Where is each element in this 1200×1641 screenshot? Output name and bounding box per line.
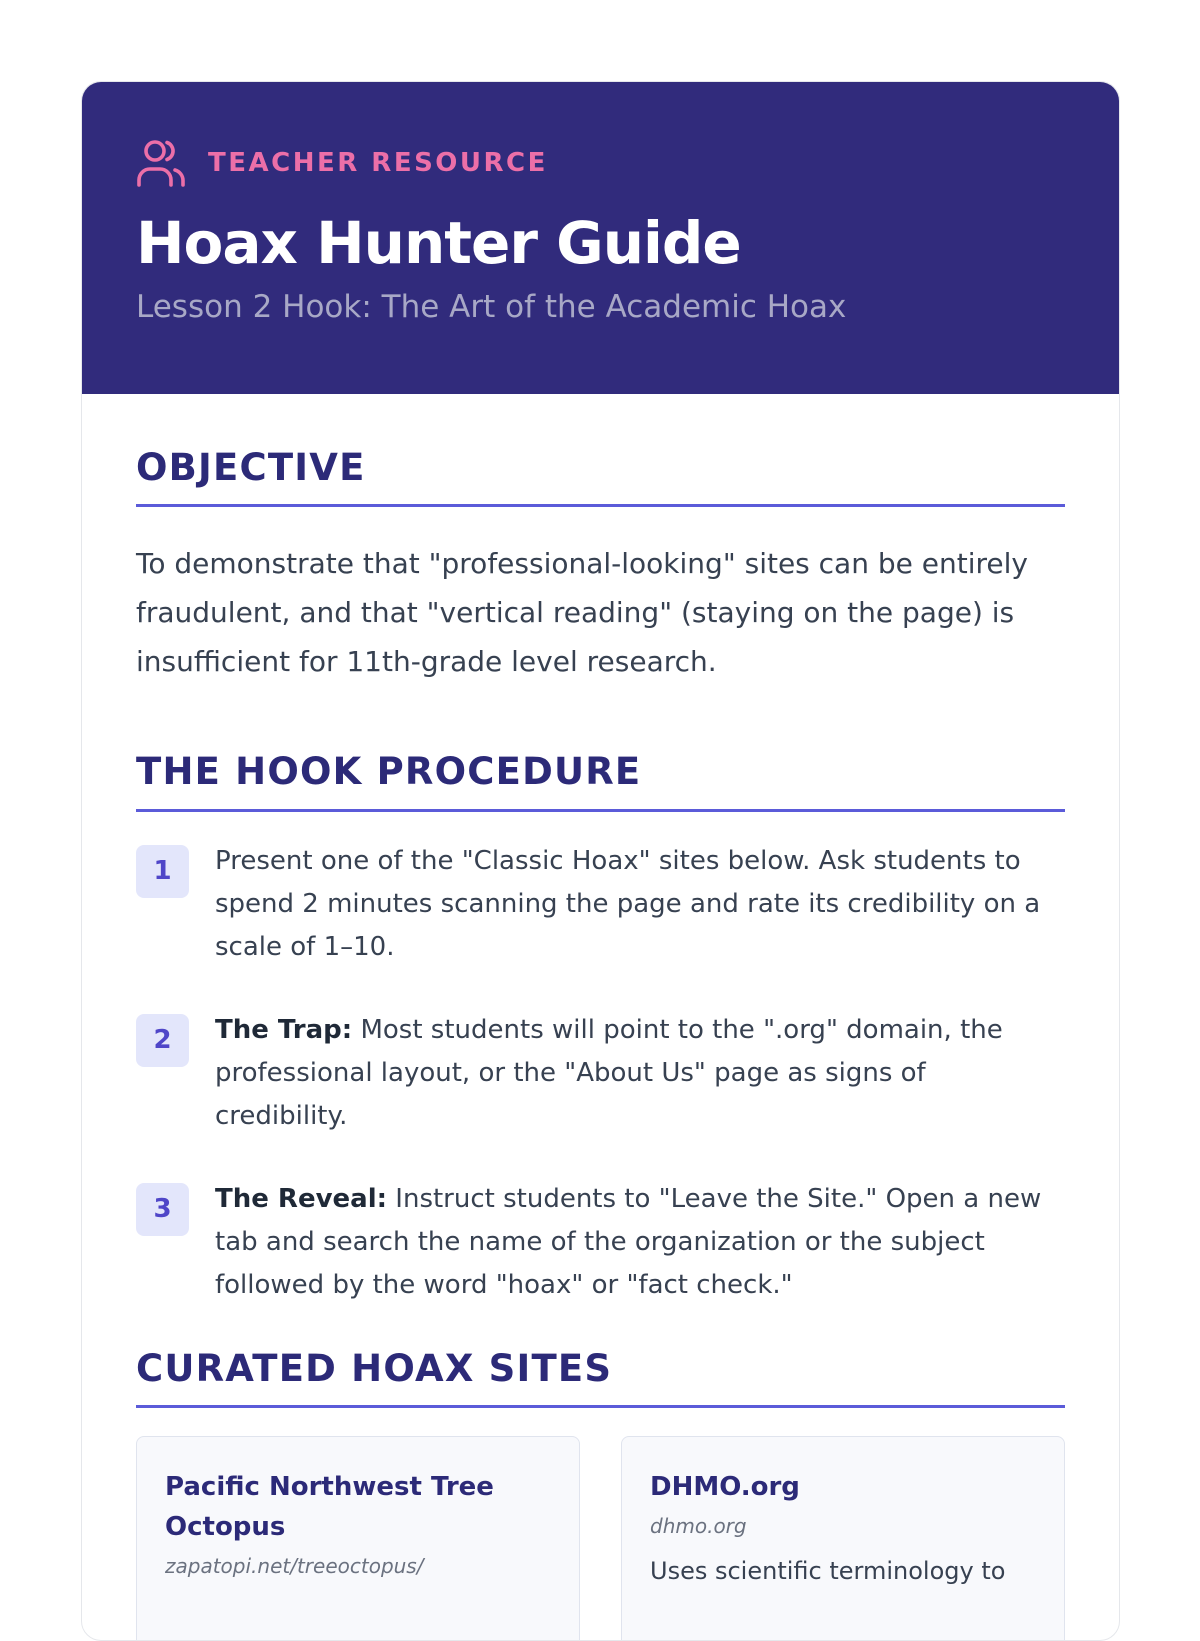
step-number-badge: 1: [136, 845, 189, 898]
step-item: [136, 1009, 1065, 1138]
step-number-badge: 2: [136, 1014, 189, 1067]
page-subtitle: Lesson 2 Hook: The Art of the Academic Hoax: [136, 288, 847, 325]
step-body: Present one of the "Classic Hoax" sites below. Ask students to spend 2 minutes scanning the page and rate its credibility on a scale of 1–10.: [215, 845, 1041, 962]
procedure-section: [136, 750, 1065, 1306]
site-card-grid: [136, 1436, 1065, 1641]
step-text: [215, 840, 1065, 969]
step-item: [136, 840, 1065, 969]
step-number-badge: 3: [136, 1183, 189, 1236]
site-url[interactable]: dhmo.org: [650, 1514, 747, 1539]
badge-row: [136, 138, 1065, 188]
content-body: [82, 394, 1119, 1641]
resource-card: [81, 81, 1120, 1641]
objective-text: To demonstrate that "professional-looking" sites can be entirely fraudulent, and that "vertical reading" (staying on the page) is insufficient for 11th-grade level research.: [136, 547, 1028, 679]
procedure-heading: THE HOOK PROCEDURE: [136, 750, 1065, 811]
header-banner: [82, 82, 1119, 394]
site-card: [621, 1436, 1065, 1641]
objective-section: [136, 446, 1065, 686]
step-lead: The Reveal:: [215, 1183, 388, 1214]
step-body: Most students will point to the ".org" domain, the professional layout, or the "About Us" page as signs of credibility.: [215, 1014, 1003, 1131]
site-url[interactable]: zapatopi.net/treeoctopus/: [165, 1554, 424, 1579]
step-text: [215, 1009, 1065, 1138]
site-description: Uses scientific terminology to: [650, 1557, 1006, 1586]
site-card: [136, 1436, 580, 1641]
step-list: [136, 840, 1065, 1307]
step-lead: The Trap:: [215, 1014, 353, 1045]
sites-section: [136, 1347, 1065, 1641]
objective-heading: OBJECTIVE: [136, 446, 1065, 507]
page-title: Hoax Hunter Guide: [136, 209, 741, 277]
step-body: Instruct students to "Leave the Site." Open a new tab and search the name of the organization or the subject followed by the word "hoax" or "fact check.": [215, 1183, 1042, 1300]
step-text: [215, 1178, 1065, 1307]
badge-label: TEACHER RESOURCE: [208, 148, 548, 178]
step-item: [136, 1178, 1065, 1307]
users-icon: [136, 139, 186, 187]
site-name: DHMO.org: [650, 1472, 800, 1503]
sites-heading: CURATED HOAX SITES: [136, 1347, 1065, 1408]
site-name: Pacific Northwest Tree Octopus: [165, 1472, 494, 1543]
